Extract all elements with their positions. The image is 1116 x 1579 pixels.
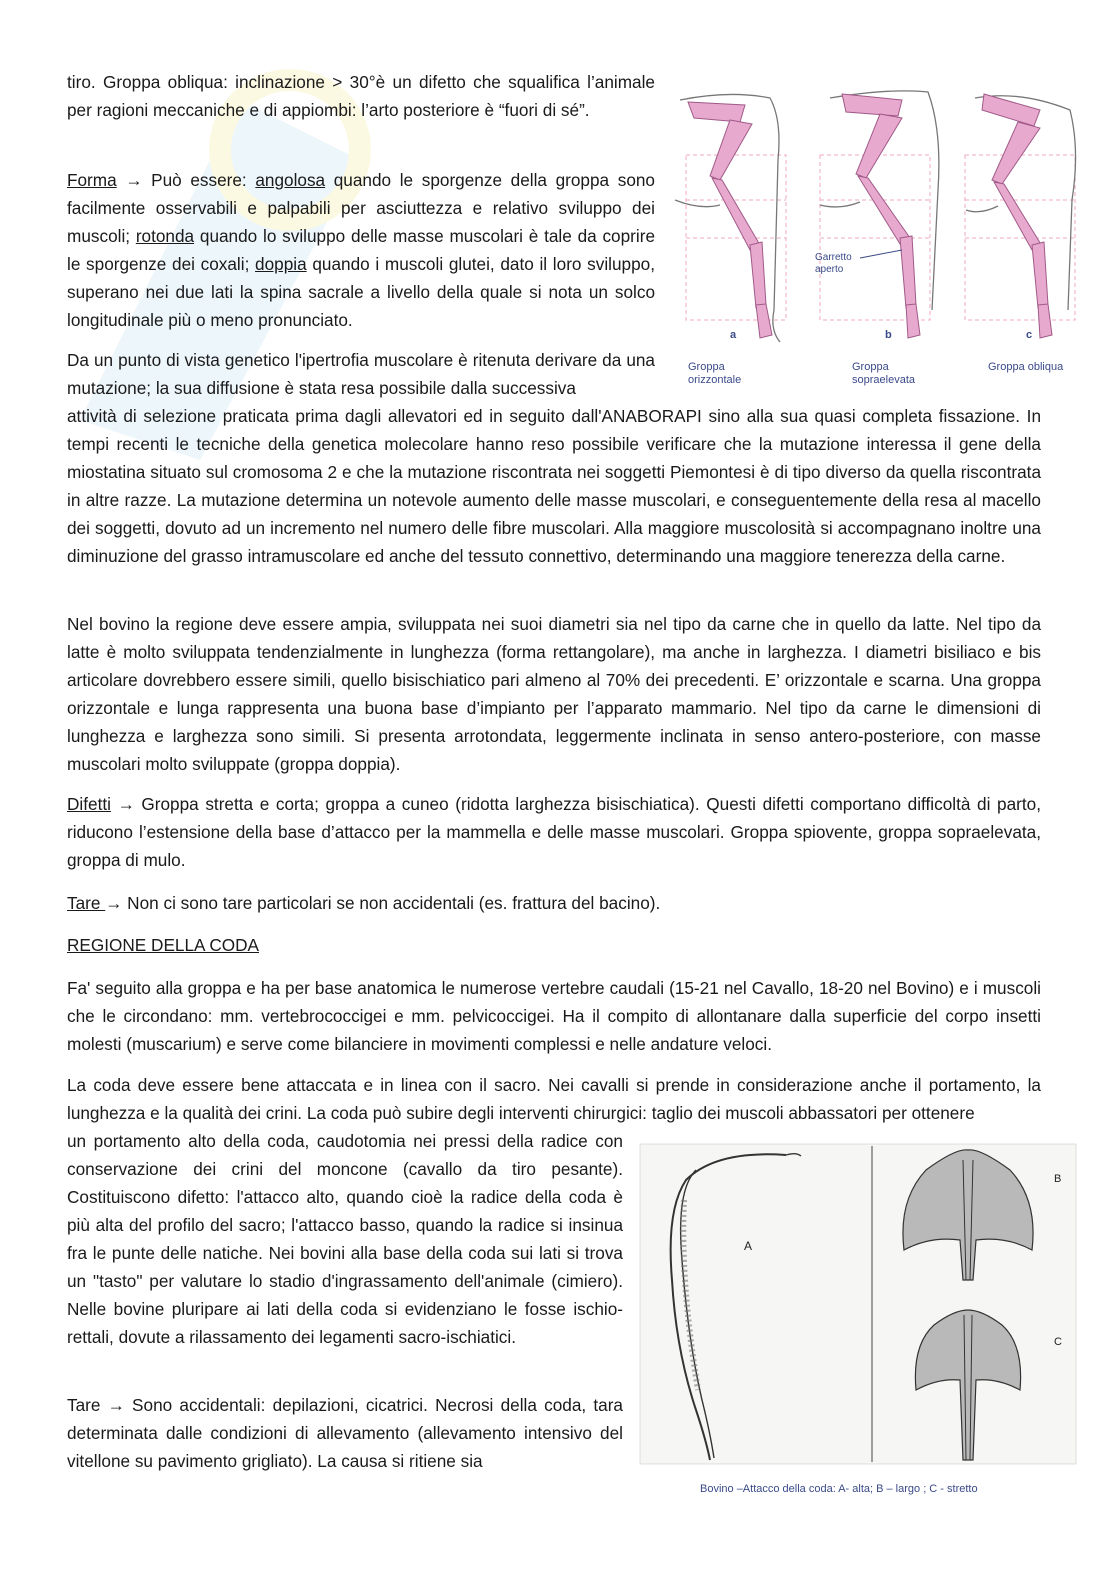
limb-c (966, 94, 1076, 338)
forma-text-4: quando i muscoli glutei, dato il loro sviluppo, superano nei due lati la spina sacrale a livello della quale si nota un solco longitudinale più o meno pronunciato. (67, 254, 655, 330)
label-b: B (1054, 1173, 1062, 1185)
tare-paragraph-1 (67, 889, 1041, 917)
coda-paragraph-2-rest: un portamento alto della coda, caudotomia nei pressi della radice con conservazione dei crini del moncone (cavallo da tiro pesante). Costituiscono difetto: l'attacco alto, quando cioè la radice della coda è più alta del profilo del sacro; l'attacco basso, quando la radice si insinua fra le punte delle natiche. Nei bovini alla base della coda sui lati si trova un "tasto" per valutare lo stadio d'ingrassamento dell'animale (cimiero). Nelle bovine pluripare ai lati della coda si evidenziano le fosse ischio-rettali, dovute a rilassamento dei legamenti sacro-ischiatici. (67, 1131, 623, 1347)
tare-paragraph-2 (67, 1391, 623, 1475)
coda-figure (636, 1140, 1082, 1500)
annotation-line (860, 250, 902, 258)
forma-paragraph (67, 166, 655, 334)
arrow-icon: → (117, 794, 135, 814)
limb-a (675, 94, 780, 342)
coda-figure-caption: Bovino –Attacco della coda: A- alta; B – largo ; C - stretto (700, 1483, 978, 1495)
genetica-paragraph-rest: attività di selezione praticata prima dagli allevatori ed in seguito dall'ANABORAPI sino alla sua quasi completa fissazione. In tempi recenti le tecniche della genetica molecolare hanno reso possibile verificare che la mutazione interessa il gene della miostatina situato sul cromosoma 2 e che la mutazione riscontrata nei soggetti Piemontesi è di tipo diverso da quella riscontrata in altre razze. La mutazione determina un notevole aumento delle masse muscolari, e conseguentemente della resa al macello dei soggetti, dovuto ad un incremento nel numero delle fibre muscolari. Alla maggiore muscolosità si accompagnano inoltre una diminuzione del grasso intramuscolare ed anche del tessuto connettivo, determinando una maggiore tenerezza della carne. (67, 406, 1041, 566)
bovino-paragraph: Nel bovino la regione deve essere ampia, sviluppata nei suoi diametri sia nel tipo da carne che in quello da latte. Nel tipo da latte è molto sviluppata tendenzialmente in lunghezza (forma rettangolare), ma anche in larghezza. I diametri bisiliaco e bis articolare dovrebbero essere simili, quello bisischiatico pari almeno al 70% dei precedenti. E’ orizzontale e scarna. Una groppa orizzontale e lunga rappresenta una buona base d’impianto per l’apparato mammario. Nel tipo da carne le dimensioni di lunghezza e larghezza sono simili. Si presenta arrotondata, leggermente inclinata in senso antero-posteriore, con masse muscolari molto sviluppate (groppa doppia). (67, 614, 1041, 774)
tare-label-1: Tare (67, 893, 106, 913)
groppa-figure (670, 80, 1082, 390)
caption-a-line-1: Groppa (688, 361, 725, 373)
difetti-paragraph (67, 790, 1041, 874)
forma-label: Forma (67, 170, 117, 190)
caption-b-line-2: sopraelevata (852, 374, 915, 386)
difetti-text: Groppa stretta e corta; groppa a cuneo (ridotta larghezza bisischiatica). Questi difetti comportano difficoltà di parto, riducono l’estensione della base d’attacco per la mammella e delle masse muscolari. Groppa spiovente, groppa sopraelevata, groppa di mulo. (67, 794, 1041, 870)
caption-a-line-2: orizzontale (688, 374, 742, 386)
coda-paragraph-2-top: La coda deve essere bene attaccata e in linea con il sacro. Nei cavalli si prende in considerazione anche il portamento, la lunghezza e la qualità dei crini. La coda può subire degli interventi chirurgici: taglio dei muscoli abbassatori per ottenere (67, 1075, 1041, 1123)
figure-letter-a: a (730, 329, 737, 341)
caption-b-line-1: Groppa (852, 361, 889, 373)
tare-label-2: Tare (67, 1395, 101, 1415)
limb-b (820, 91, 939, 338)
annotation-line-2: aperto (815, 264, 844, 275)
term-angolosa: angolosa (255, 170, 326, 190)
difetti-label: Difetti (67, 794, 111, 814)
genetica-paragraph-top: Da un punto di vista genetico l'ipertrofia muscolare è ritenuta derivare da una mutazione; la sua diffusione è stata resa possibile dalla successiva (67, 350, 655, 398)
tare-text-2: Sono accidentali: depilazioni, cicatrici. Necrosi della coda, tara determinata dalle condizioni di allevamento (allevamento intensivo del vitellone su pavimento grigliato). La causa si ritiene sia (67, 1395, 623, 1471)
figure-letter-b: b (885, 329, 892, 341)
coda-paragraph-1: Fa' seguito alla groppa e ha per base anatomica le numerose vertebre caudali (15-21 nel Cavallo, 18-20 nel Bovino) e i muscoli che le circondano: mm. vertebrococcigei e mm. pelvicoccigei. Ha il compito di allontanare dalla superficie del corpo insetti molesti (muscarium) e serve come bilanciere in movimenti complessi e nelle andature veloci. (67, 978, 1041, 1054)
tare-text-1: Non ci sono tare particolari se non accidentali (es. frattura del bacino). (122, 893, 661, 913)
term-doppia: doppia (255, 254, 307, 274)
caption-c-line-1: Groppa obliqua (988, 361, 1064, 373)
label-c: C (1054, 1336, 1062, 1348)
annotation-line-1: Garretto (815, 252, 852, 263)
arrow-icon: → (107, 1395, 125, 1415)
label-a: A (744, 1239, 753, 1253)
intro-paragraph: tiro. Groppa obliqua: inclinazione > 30°è un difetto che squalifica l’animale per ragioni meccaniche e di appiombi: l’arto posteriore è “fuori di sé”. (67, 72, 655, 120)
figure-letter-c: c (1026, 329, 1033, 341)
forma-text-3: quando lo sviluppo delle masse muscolari è tale da coprire le sporgenze dei coxali; (67, 226, 655, 274)
forma-text-1: Può essere: (142, 170, 256, 190)
forma-text-2: quando le sporgenze della groppa sono facilmente osservabili e palpabili per asciuttezza e relativo sviluppo dei muscoli; (67, 170, 655, 246)
section-title: REGIONE DELLA CODA (67, 935, 259, 955)
term-rotonda: rotonda (135, 226, 195, 246)
arrow-icon: → (105, 893, 123, 913)
arrow-icon: → (125, 170, 143, 190)
